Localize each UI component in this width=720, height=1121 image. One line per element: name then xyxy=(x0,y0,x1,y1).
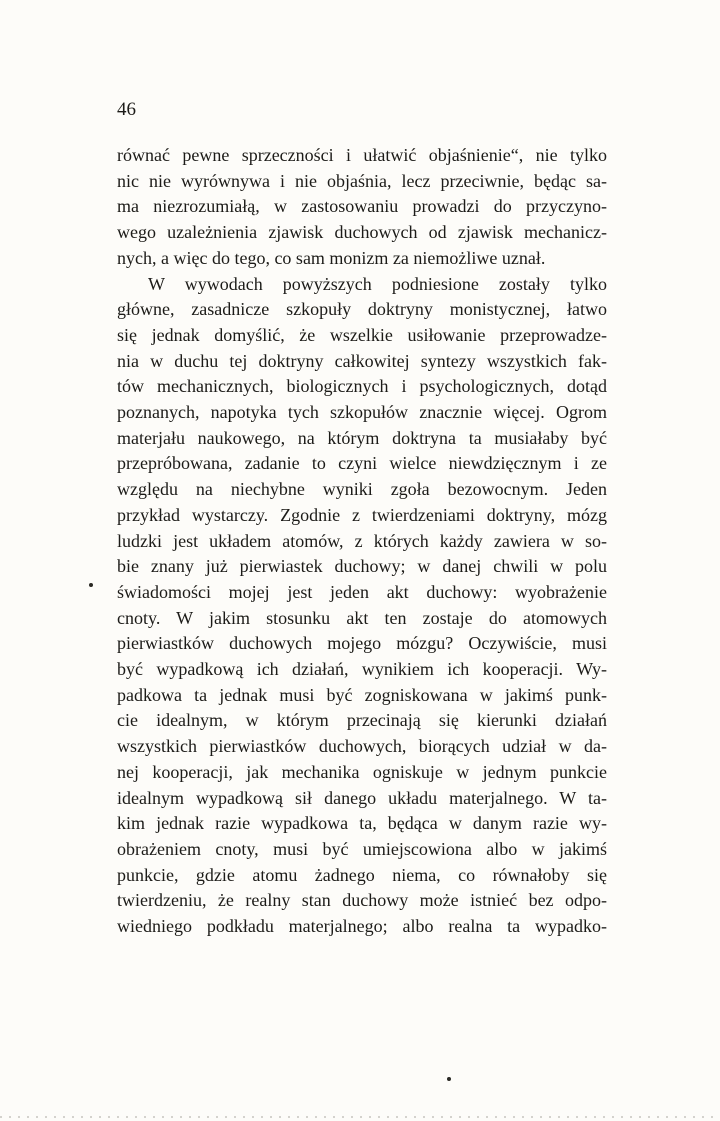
ink-speck xyxy=(89,583,93,587)
text-line: twierdzeniu, że realny stan duchowy może istnieć bez odpo- xyxy=(117,890,607,911)
text-line: kim jednak razie wypadkowa ta, będąca w danym razie wy- xyxy=(117,813,607,834)
text-line: przepróbowana, zadanie to czyni wielce niewdzięcznym i ze xyxy=(117,453,607,474)
text-line: główne, zasadnicze szkopuły doktryny monistycznej, łatwo xyxy=(117,299,607,320)
text-line: być wypadkową ich działań, wynikiem ich kooperacji. Wy- xyxy=(117,659,607,680)
text-line: wszystkich pierwiastków duchowych, biorących udział w da- xyxy=(117,736,607,757)
text-line: wego uzależnienia zjawisk duchowych od zjawisk mechanicz- xyxy=(117,222,607,243)
text-line: ma niezrozumiałą, w zastosowaniu prowadzi do przyczyno- xyxy=(117,196,607,217)
text-line: padkowa ta jednak musi być zogniskowana w jakimś punk- xyxy=(117,684,607,705)
text-line: cie idealnym, w którym przecinają się kierunki działań xyxy=(117,710,607,731)
page-number: 46 xyxy=(117,99,136,120)
text-line: ludzki jest układem atomów, z których każdy zawiera w so- xyxy=(117,530,607,551)
paragraph-first-line: W wywodach powyższych podniesione zostały tylko xyxy=(148,273,607,294)
ink-speck xyxy=(447,1077,451,1081)
text-line: względu na niechybne wyniki zgoła bezowocnym. Jeden xyxy=(117,479,607,500)
text-line: nic nie wyrównywa i nie objaśnia, lecz przeciwnie, będąc sa- xyxy=(117,170,607,191)
text-line: pierwiastków duchowych mojego mózgu? Oczywiście, musi xyxy=(117,633,607,654)
text-line: cnoty. W jakim stosunku akt ten zostaje do atomowych xyxy=(117,607,607,628)
text-line: materjału naukowego, na którym doktryna ta musiałaby być xyxy=(117,427,607,448)
text-line: świadomości mojej jest jeden akt duchowy: wyobrażenie xyxy=(117,581,607,602)
text-line: nia w duchu tej doktryny całkowitej syntezy wszystkich fak- xyxy=(117,350,607,371)
text-line: obrażeniem cnoty, musi być umiejscowiona albo w jakimś xyxy=(117,838,607,859)
text-line: nej kooperacji, jak mechanika ogniskuje w jednym punkcie xyxy=(117,761,607,782)
body-text xyxy=(117,143,607,940)
scan-edge xyxy=(0,1116,720,1118)
text-line: punkcie, gdzie atomu żadnego niema, co równałoby się xyxy=(117,864,607,885)
text-line: idealnym wypadkową sił danego układu materjalnego. W ta- xyxy=(117,787,607,808)
text-line: tów mechanicznych, biologicznych i psychologicznych, dotąd xyxy=(117,376,607,397)
text-line: przykład wystarczy. Zgodnie z twierdzeniami doktryny, mózg xyxy=(117,504,607,525)
text-line: się jednak domyślić, że wszelkie usiłowanie przeprowadze- xyxy=(117,324,607,345)
text-line: poznanych, napotyka tych szkopułów znacznie więcej. Ogrom xyxy=(117,402,607,423)
text-line: bie znany już pierwiastek duchowy; w danej chwili w polu xyxy=(117,556,607,577)
text-line: wiedniego podkładu materjalnego; albo realna ta wypadko- xyxy=(117,916,607,937)
paragraph-end-line: nych, a więc do tego, co sam monizm za niemożliwe uznał. xyxy=(117,247,546,268)
text-line: równać pewne sprzeczności i ułatwić objaśnienie“, nie tylko xyxy=(117,145,607,165)
